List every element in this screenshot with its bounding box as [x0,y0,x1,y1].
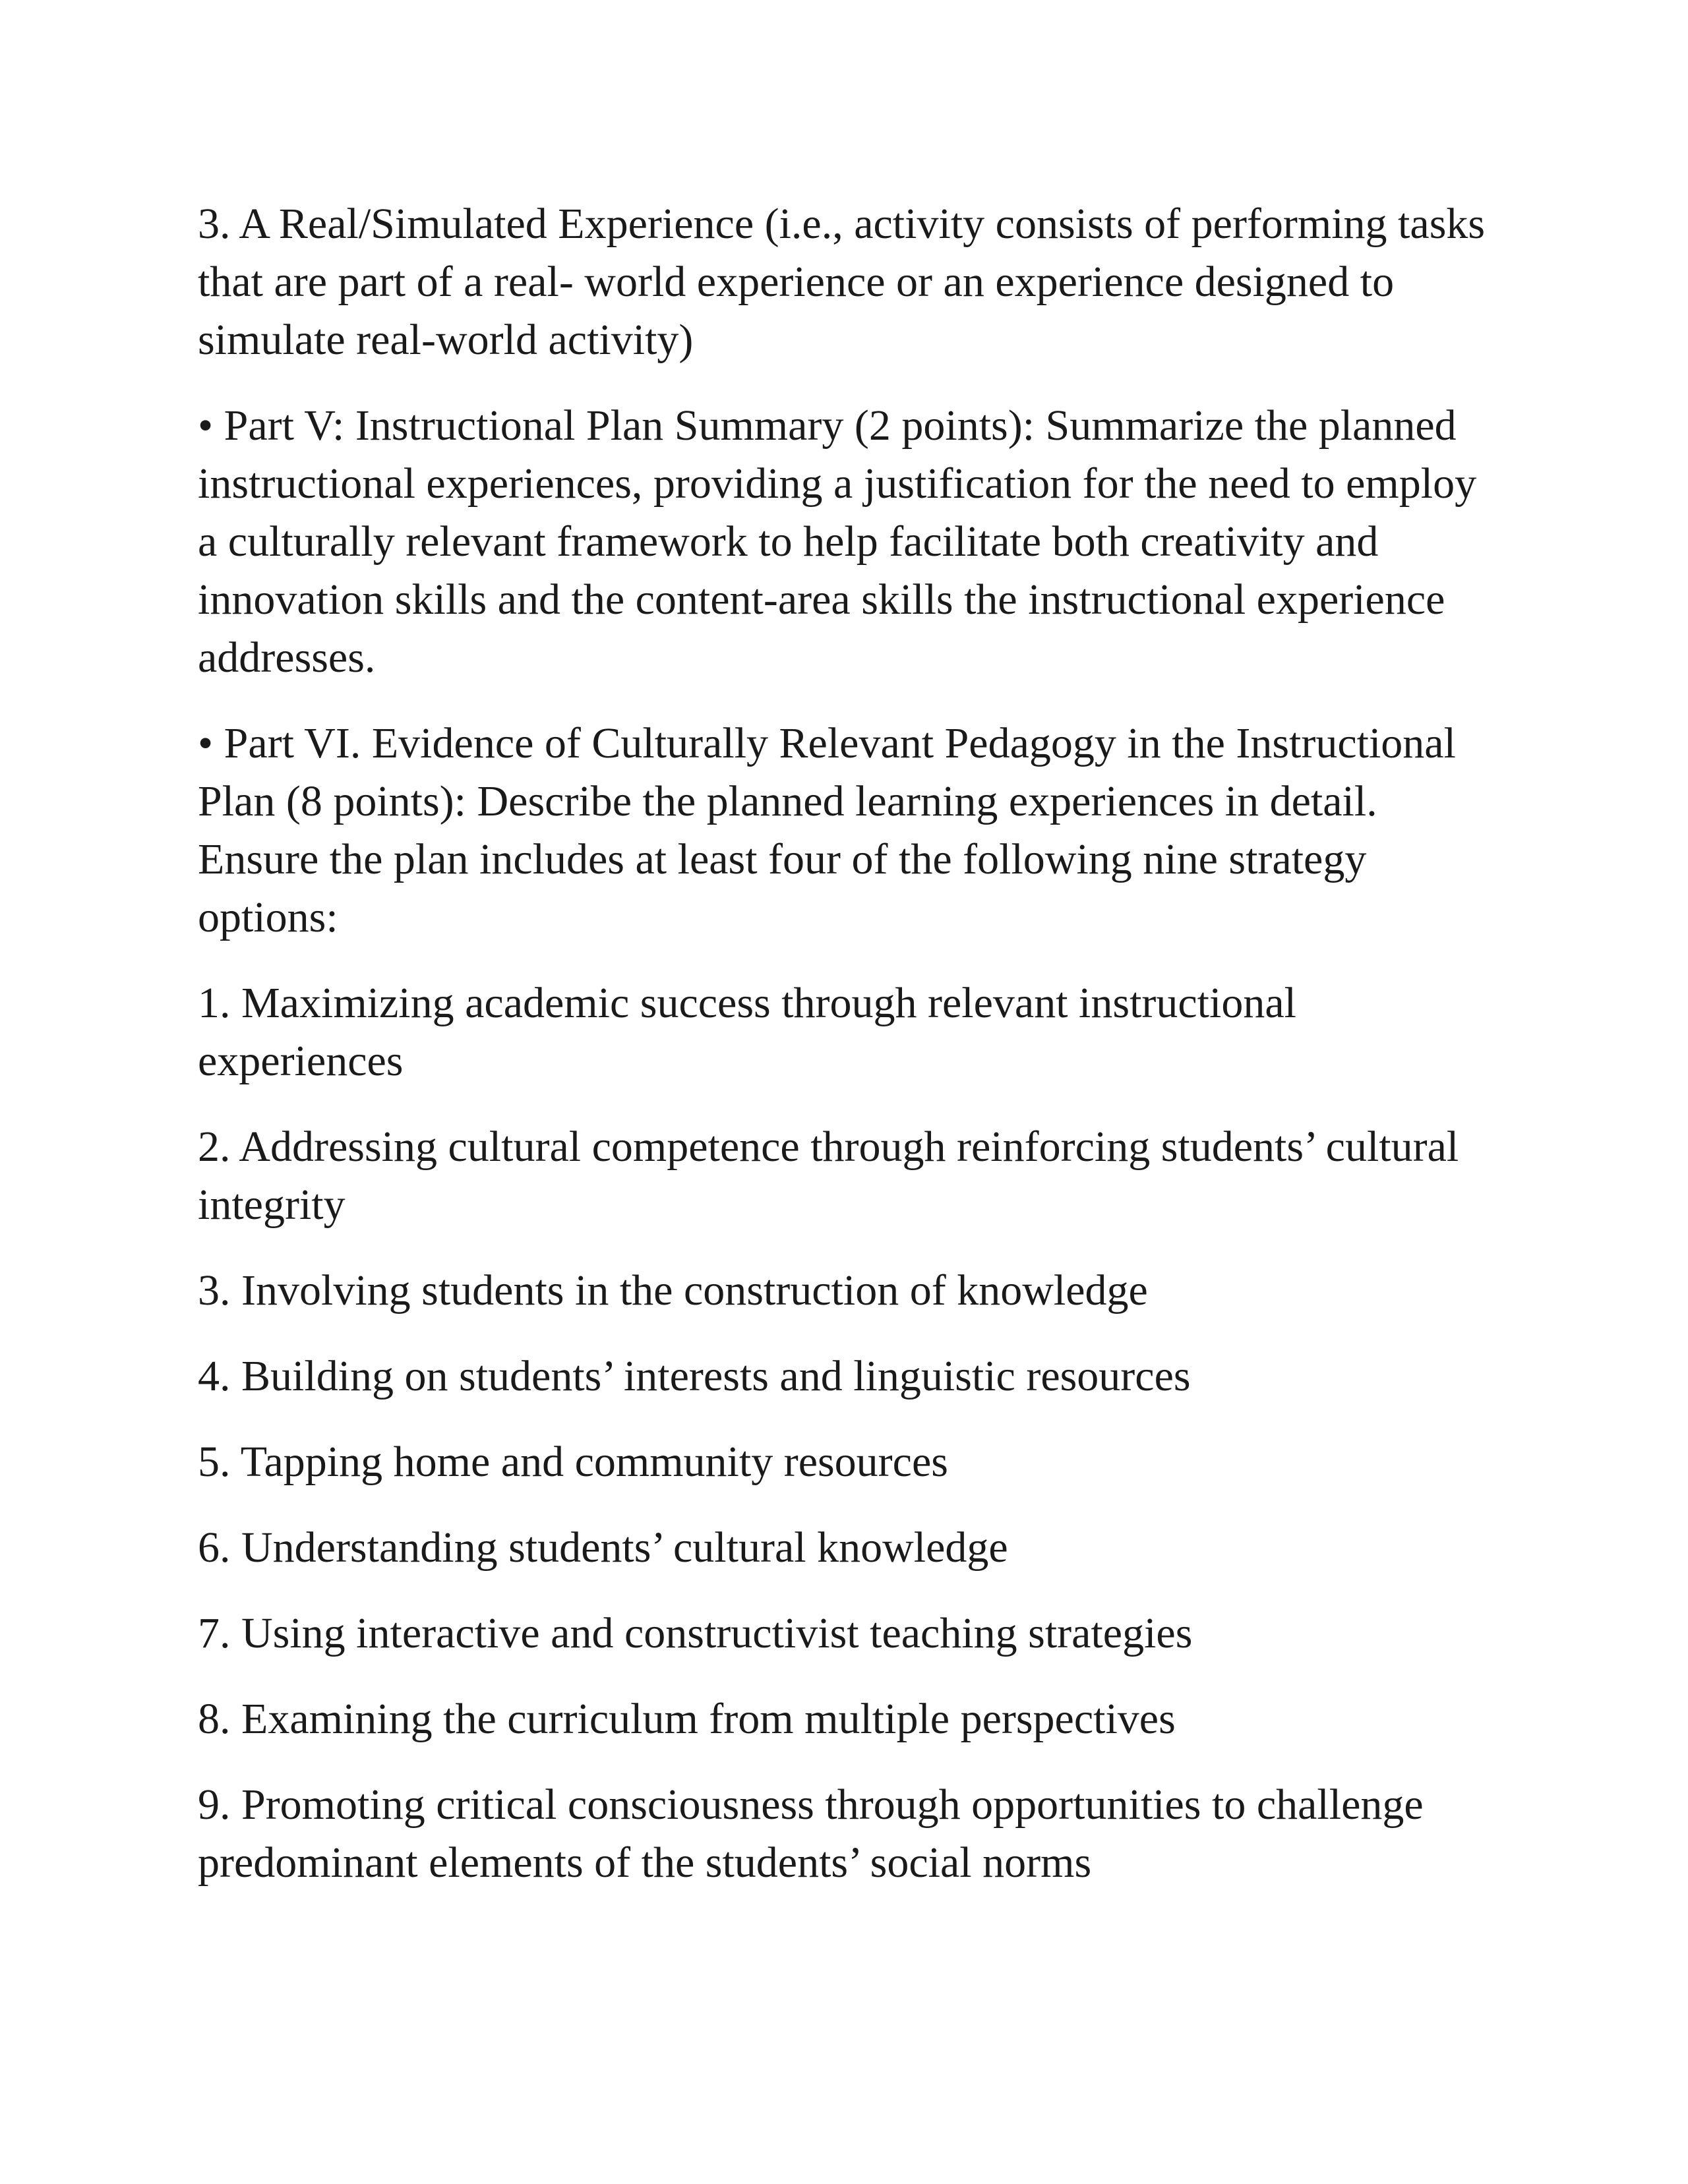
strategy-item-7: 7. Using interactive and constructivist teaching strategies [198,1609,1193,1657]
strategy-item-5: 5. Tapping home and community resources [198,1438,948,1486]
paragraph-part-v: • Part V: Instructional Plan Summary (2 points): Summarize the planned instructional experiences, providing a justification for the need to employ a culturally relevant framework to help facilitate both creativity and innovation skills and the content-area skills the instructional experience addresses. [198,401,1477,682]
strategy-item-8: 8. Examining the curriculum from multiple perspectives [198,1695,1176,1743]
strategy-item-1: 1. Maximizing academic success through relevant instructional experiences [198,979,1296,1085]
strategy-item-6: 6. Understanding students’ cultural knowledge [198,1523,1008,1572]
paragraph-real-simulated-experience: 3. A Real/Simulated Experience (i.e., activity consists of performing tasks that are part of a real- world experience or an experience designed to simulate real-world activity) [198,200,1486,364]
document-body [198,195,1490,1920]
strategy-item-3: 3. Involving students in the construction of knowledge [198,1266,1148,1314]
strategy-item-2: 2. Addressing cultural competence through reinforcing students’ cultural integrity [198,1123,1459,1229]
strategy-item-9: 9. Promoting critical consciousness through opportunities to challenge predominant elements of the students’ social norms [198,1781,1424,1887]
paragraph-part-vi: • Part VI. Evidence of Culturally Relevant Pedagogy in the Instructional Plan (8 points): Describe the planned learning experiences in detail. Ensure the plan includes at least four of the following nine strategy options: [198,719,1456,941]
strategy-item-4: 4. Building on students’ interests and linguistic resources [198,1352,1191,1400]
